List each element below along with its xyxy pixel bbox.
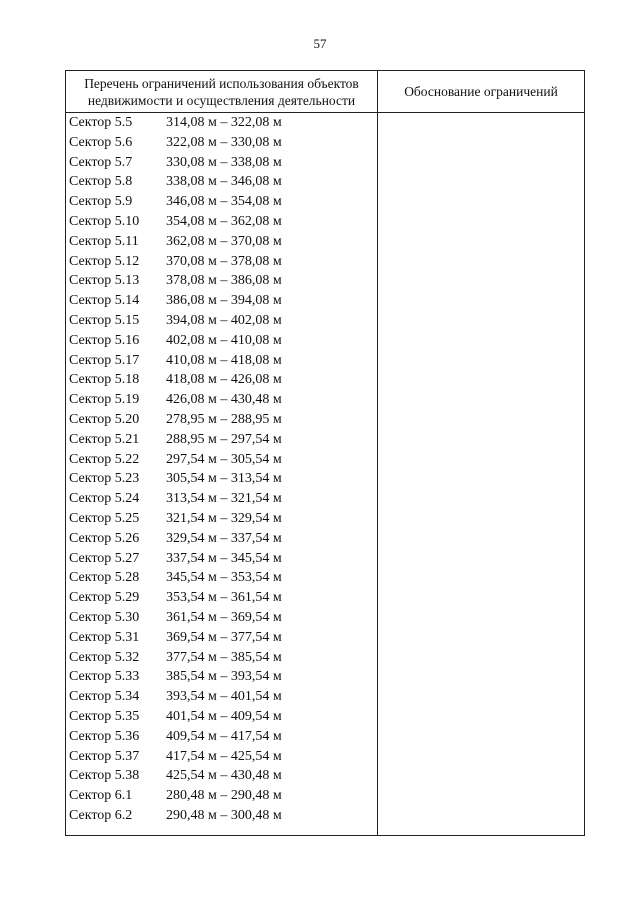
sector-name: Сектор 5.14 <box>69 293 140 309</box>
sector-name: Сектор 5.38 <box>69 768 140 784</box>
table-row <box>66 331 377 351</box>
sector-range: 426,08 м – 430,48 м <box>166 392 282 408</box>
sector-name: Сектор 5.7 <box>69 154 133 170</box>
table-row <box>66 608 377 628</box>
sector-name: Сектор 5.26 <box>69 530 140 546</box>
sector-name: Сектор 5.10 <box>69 213 140 229</box>
sector-name: Сектор 5.37 <box>69 748 140 764</box>
sector-range: 338,08 м – 346,08 м <box>166 174 282 190</box>
sector-range: 330,08 м – 338,08 м <box>166 154 282 170</box>
sector-range: 369,54 м – 377,54 м <box>166 629 282 645</box>
sector-range: 354,08 м – 362,08 м <box>166 213 282 229</box>
sector-range: 345,54 м – 353,54 м <box>166 570 282 586</box>
sector-range: 370,08 м – 378,08 м <box>166 253 282 269</box>
sector-name: Сектор 5.20 <box>69 411 140 427</box>
sector-range: 401,54 м – 409,54 м <box>166 708 282 724</box>
table-row <box>66 430 377 450</box>
sector-name: Сектор 5.12 <box>69 253 140 269</box>
sector-range: 346,08 м – 354,08 м <box>166 194 282 210</box>
sector-name: Сектор 5.16 <box>69 332 140 348</box>
sector-range: 394,08 м – 402,08 м <box>166 312 282 328</box>
column-divider <box>377 71 378 835</box>
table-row <box>66 628 377 648</box>
table-row <box>66 707 377 727</box>
sector-name: Сектор 5.15 <box>69 312 140 328</box>
sector-name: Сектор 5.11 <box>69 233 139 249</box>
sector-range: 417,54 м – 425,54 м <box>166 748 282 764</box>
table-row <box>66 667 377 687</box>
sector-name: Сектор 5.21 <box>69 431 140 447</box>
sector-name: Сектор 5.27 <box>69 550 140 566</box>
sector-range: 321,54 м – 329,54 м <box>166 510 282 526</box>
sector-range: 278,95 м – 288,95 м <box>166 411 282 427</box>
sector-name: Сектор 5.6 <box>69 134 133 150</box>
table-row <box>66 351 377 371</box>
sector-name: Сектор 6.2 <box>69 807 133 823</box>
sector-range: 418,08 м – 426,08 м <box>166 372 282 388</box>
table-row <box>66 192 377 212</box>
sector-range: 386,08 м – 394,08 м <box>166 293 282 309</box>
sector-name: Сектор 6.1 <box>69 788 133 804</box>
sector-name: Сектор 5.9 <box>69 194 133 210</box>
sector-name: Сектор 5.32 <box>69 649 140 665</box>
table-header <box>66 71 584 113</box>
table-row <box>66 153 377 173</box>
sector-name: Сектор 5.30 <box>69 609 140 625</box>
table-row <box>66 232 377 252</box>
table-row <box>66 568 377 588</box>
sector-range: 280,48 м – 290,48 м <box>166 788 282 804</box>
table-row <box>66 172 377 192</box>
sector-range: 322,08 м – 330,08 м <box>166 134 282 150</box>
table-row <box>66 469 377 489</box>
table-row <box>66 766 377 786</box>
sector-name: Сектор 5.36 <box>69 728 140 744</box>
sector-name: Сектор 5.24 <box>69 491 140 507</box>
table-row <box>66 450 377 470</box>
table-row <box>66 588 377 608</box>
sector-range: 378,08 м – 386,08 м <box>166 273 282 289</box>
sector-name: Сектор 5.23 <box>69 471 140 487</box>
sector-name: Сектор 5.34 <box>69 689 140 705</box>
sector-range: 305,54 м – 313,54 м <box>166 471 282 487</box>
sector-name: Сектор 5.22 <box>69 451 140 467</box>
sector-name: Сектор 5.17 <box>69 352 140 368</box>
sector-range: 410,08 м – 418,08 м <box>166 352 282 368</box>
sector-range: 297,54 м – 305,54 м <box>166 451 282 467</box>
sector-name: Сектор 5.8 <box>69 174 133 190</box>
sector-name: Сектор 5.19 <box>69 392 140 408</box>
page-number: 57 <box>313 36 327 51</box>
table-row <box>66 806 377 826</box>
sector-range: 402,08 м – 410,08 м <box>166 332 282 348</box>
sector-range: 425,54 м – 430,48 м <box>166 768 282 784</box>
sector-range: 314,08 м – 322,08 м <box>166 115 282 130</box>
sector-range: 385,54 м – 393,54 м <box>166 669 282 685</box>
table-row <box>66 113 377 133</box>
table-row <box>66 212 377 232</box>
sector-range: 409,54 м – 417,54 м <box>166 728 282 744</box>
sector-range: 313,54 м – 321,54 м <box>166 491 282 507</box>
sector-name: Сектор 5.13 <box>69 273 140 289</box>
table-row <box>66 410 377 430</box>
table-row <box>66 786 377 806</box>
sector-name: Сектор 5.29 <box>69 590 140 606</box>
sector-name: Сектор 5.31 <box>69 629 140 645</box>
sector-name: Сектор 5.25 <box>69 510 140 526</box>
table-row <box>66 370 377 390</box>
sector-name: Сектор 5.35 <box>69 708 140 724</box>
sector-range: 288,95 м – 297,54 м <box>166 431 282 447</box>
table-row <box>66 509 377 529</box>
sector-range: 337,54 м – 345,54 м <box>166 550 282 566</box>
table-body <box>66 113 377 826</box>
table-row <box>66 648 377 668</box>
table-row <box>66 529 377 549</box>
sector-range: 362,08 м – 370,08 м <box>166 233 282 249</box>
sector-name: Сектор 5.28 <box>69 570 140 586</box>
sector-name: Сектор 5.18 <box>69 372 140 388</box>
sector-range: 329,54 м – 337,54 м <box>166 530 282 546</box>
sector-range: 393,54 м – 401,54 м <box>166 689 282 705</box>
table-row <box>66 747 377 767</box>
sector-range: 290,48 м – 300,48 м <box>166 807 282 823</box>
sector-range: 353,54 м – 361,54 м <box>166 590 282 606</box>
sector-name: Сектор 5.5 <box>69 115 133 130</box>
table-row <box>66 727 377 747</box>
table-row <box>66 390 377 410</box>
table-row <box>66 271 377 291</box>
table-row <box>66 687 377 707</box>
table-row <box>66 133 377 153</box>
table-row <box>66 549 377 569</box>
table-row <box>66 291 377 311</box>
table-row <box>66 311 377 331</box>
sector-range: 377,54 м – 385,54 м <box>166 649 282 665</box>
table-row <box>66 489 377 509</box>
restrictions-table <box>65 70 585 836</box>
sector-name: Сектор 5.33 <box>69 669 140 685</box>
sector-range: 361,54 м – 369,54 м <box>166 609 282 625</box>
header-restrictions-justification: Обоснование ограничений <box>404 83 558 99</box>
table-row <box>66 252 377 272</box>
header-restrictions-list: Перечень ограничений использования объектов недвижимости и осуществления деятельности <box>84 75 359 108</box>
